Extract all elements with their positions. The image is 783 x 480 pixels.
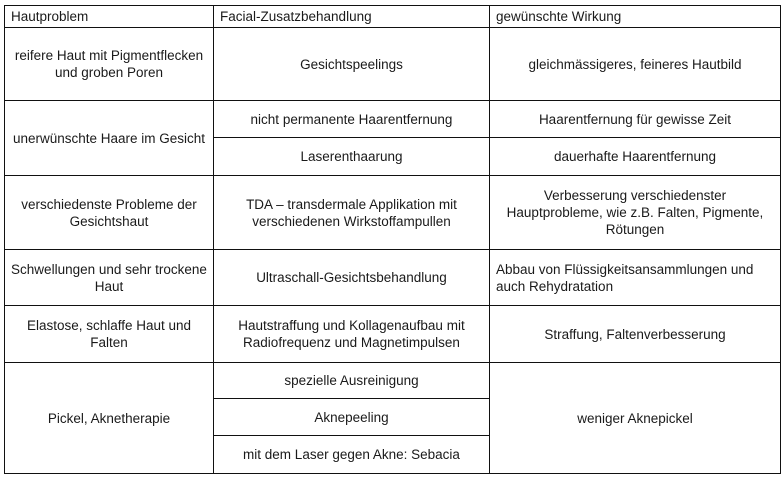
column-header-problem: Hautproblem xyxy=(5,6,214,28)
treatment-cell: Aknepeeling xyxy=(214,399,490,436)
treatment-cell: Gesichtspeelings xyxy=(214,28,490,101)
effect-cell: gleichmässigeres, feineres Hautbild xyxy=(490,28,781,101)
effect-cell: Abbau von Flüssigkeitsansammlungen und auch Rehydratation xyxy=(490,250,781,306)
table-row xyxy=(5,363,781,399)
effect-cell: weniger Aknepickel xyxy=(490,363,781,474)
effect-cell: Haarentfernung für gewisse Zeit xyxy=(490,101,781,138)
problem-cell: verschiedenste Probleme der Gesichtshaut xyxy=(5,176,214,250)
column-header-effect: gewünschte Wirkung xyxy=(490,6,781,28)
treatment-cell: Ultraschall-Gesichtsbehandlung xyxy=(214,250,490,306)
effect-cell: Straffung, Faltenverbesserung xyxy=(490,306,781,363)
effect-cell: Verbesserung verschiedenster Hauptprobleme, wie z.B. Falten, Pigmente, Rötungen xyxy=(490,176,781,250)
treatment-cell: mit dem Laser gegen Akne: Sebacia xyxy=(214,436,490,474)
problem-cell: Elastose, schlaffe Haut und Falten xyxy=(5,306,214,363)
column-header-treatment: Facial-Zusatzbehandlung xyxy=(214,6,490,28)
problem-cell: unerwünschte Haare im Gesicht xyxy=(5,101,214,176)
table-row xyxy=(5,250,781,306)
effect-cell: dauerhafte Haarentfernung xyxy=(490,138,781,176)
table-row xyxy=(5,28,781,101)
problem-cell: reifere Haut mit Pigmentflecken und groben Poren xyxy=(5,28,214,101)
table-row xyxy=(5,306,781,363)
treatment-cell: spezielle Ausreinigung xyxy=(214,363,490,399)
problem-cell: Schwellungen und sehr trockene Haut xyxy=(5,250,214,306)
treatment-table xyxy=(4,5,781,474)
table-header-row xyxy=(5,6,781,28)
treatment-cell: Laserenthaarung xyxy=(214,138,490,176)
problem-cell: Pickel, Aknetherapie xyxy=(5,363,214,474)
treatment-cell: TDA – transdermale Applikation mit verschiedenen Wirkstoffampullen xyxy=(214,176,490,250)
table-row xyxy=(5,176,781,250)
table-row xyxy=(5,101,781,138)
treatment-cell: Hautstraffung und Kollagenaufbau mit Radiofrequenz und Magnetimpulsen xyxy=(214,306,490,363)
treatment-cell: nicht permanente Haarentfernung xyxy=(214,101,490,138)
